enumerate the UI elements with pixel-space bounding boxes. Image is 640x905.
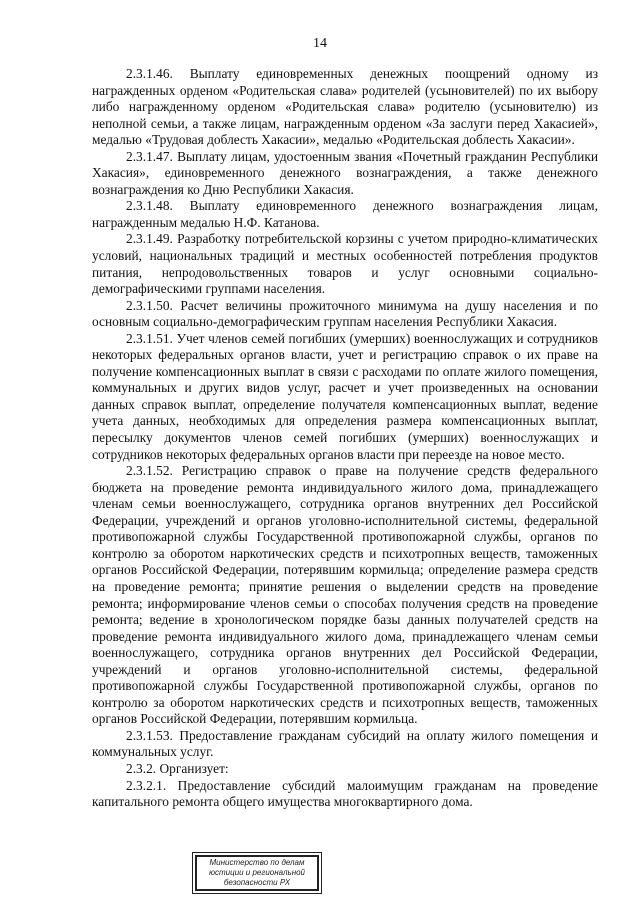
- paragraph-2-3-1-46: 2.3.1.46. Выплату единовременных денежных поощрений одному из награжденных орденом «Родительская слава» родителей (усыновителей) по их выбору либо награжденному орденом «Родительская слава» родителю (усыновителю) из неполной семьи, а также лицам, награжденным орденом «За заслуги перед Хакасией», медалью «Трудовая доблесть Хакасии», медалью «Родительская доблесть Хакасии».: [92, 66, 598, 148]
- page-number: 14: [313, 36, 327, 51]
- paragraph-2-3-2-1: 2.3.2.1. Предоставление субсидий малоимущим гражданам на проведение капитального ремонта общего имущества многоквартирного дома.: [92, 777, 598, 810]
- stamp-line-2: юстиции и региональной: [208, 868, 306, 877]
- ministry-stamp: [195, 855, 319, 891]
- document-body: [92, 66, 598, 811]
- paragraph-2-3-1-49: 2.3.1.49. Разработку потребительской корзины с учетом природно-климатических условий, национальных традиций и местных особенностей потребления продуктов питания, непродовольственных товаров и услуг основными социально-демографическими группами населения.: [92, 231, 598, 297]
- paragraph-2-3-1-53: 2.3.1.53. Предоставление гражданам субсидий на оплату жилого помещения и коммунальных услуг.: [92, 727, 598, 760]
- paragraph-2-3-1-48: 2.3.1.48. Выплату единовременного денежного вознаграждения лицам, награжденным медалью Н.Ф. Катанова.: [92, 198, 598, 230]
- paragraph-2-3-1-52: 2.3.1.52. Регистрацию справок о праве на получение средств федерального бюджета на проведение ремонта индивидуального жилого дома, принадлежащего членам семьи военнослужащего, сотрудника органов внутренних дел Российской Федерации, учреждений и органов уголовно-исполнительной системы, федеральной противопожарной службы Государственной противопожарной службы, органов по контролю за оборотом наркотических средств и психотропных веществ, таможенных органов Российской Федерации, потерявшим кормильца; определение размера средств на проведение ремонта; принятие решения о выделении средств на проведение ремонта; информирование членов семьи о способах получения средств на проведение ремонта; ведение в хронологическом порядке базы данных получателей средств на проведение ремонта индивидуального жилого дома, принадлежащего членам семьи военнослужащего, сотрудника органов внутренних дел Российской Федерации, учреждений и органов уголовно-исполнительной системы, федеральной противопожарной службы Государственной противопожарной службы, органов по контролю за оборотом наркотических средств и психотропных веществ, таможенных органов Российской Федерации, потерявшим кормильца.: [92, 463, 598, 727]
- paragraph-2-3-1-51: 2.3.1.51. Учет членов семей погибших (умерших) военнослужащих и сотрудников некоторых федеральных органов власти, учет и регистрацию справок о их праве на получение компенсационных выплат в связи с расходами по оплате жилого помещения, коммунальных и других видов услуг, расчет и учет произведенных на основании данных справок выплат, определение получателя компенсационных выплат, ведение учета данных, необходимых для определения размера компенсационных выплат, пересылку документов членов семей погибших (умерших) военнослужащих и сотрудников некоторых федеральных органов власти при переезде на новое место.: [92, 330, 598, 462]
- stamp-line-1: Министерство по делам: [209, 858, 305, 867]
- paragraph-2-3-1-50: 2.3.1.50. Расчет величины прожиточного минимума на душу населения и по основным социально-демографическим группам населения Республики Хакасия.: [92, 297, 598, 330]
- paragraph-2-3-2: 2.3.2. Организует:: [126, 760, 229, 776]
- stamp-line-3: безопасности РХ: [223, 878, 291, 887]
- paragraph-2-3-1-47: 2.3.1.47. Выплату лицам, удостоенным звания «Почетный гражданин Республики Хакасия», единовременного денежного вознаграждения, а также денежного вознаграждения ко Дню Республики Хакасия.: [92, 148, 598, 197]
